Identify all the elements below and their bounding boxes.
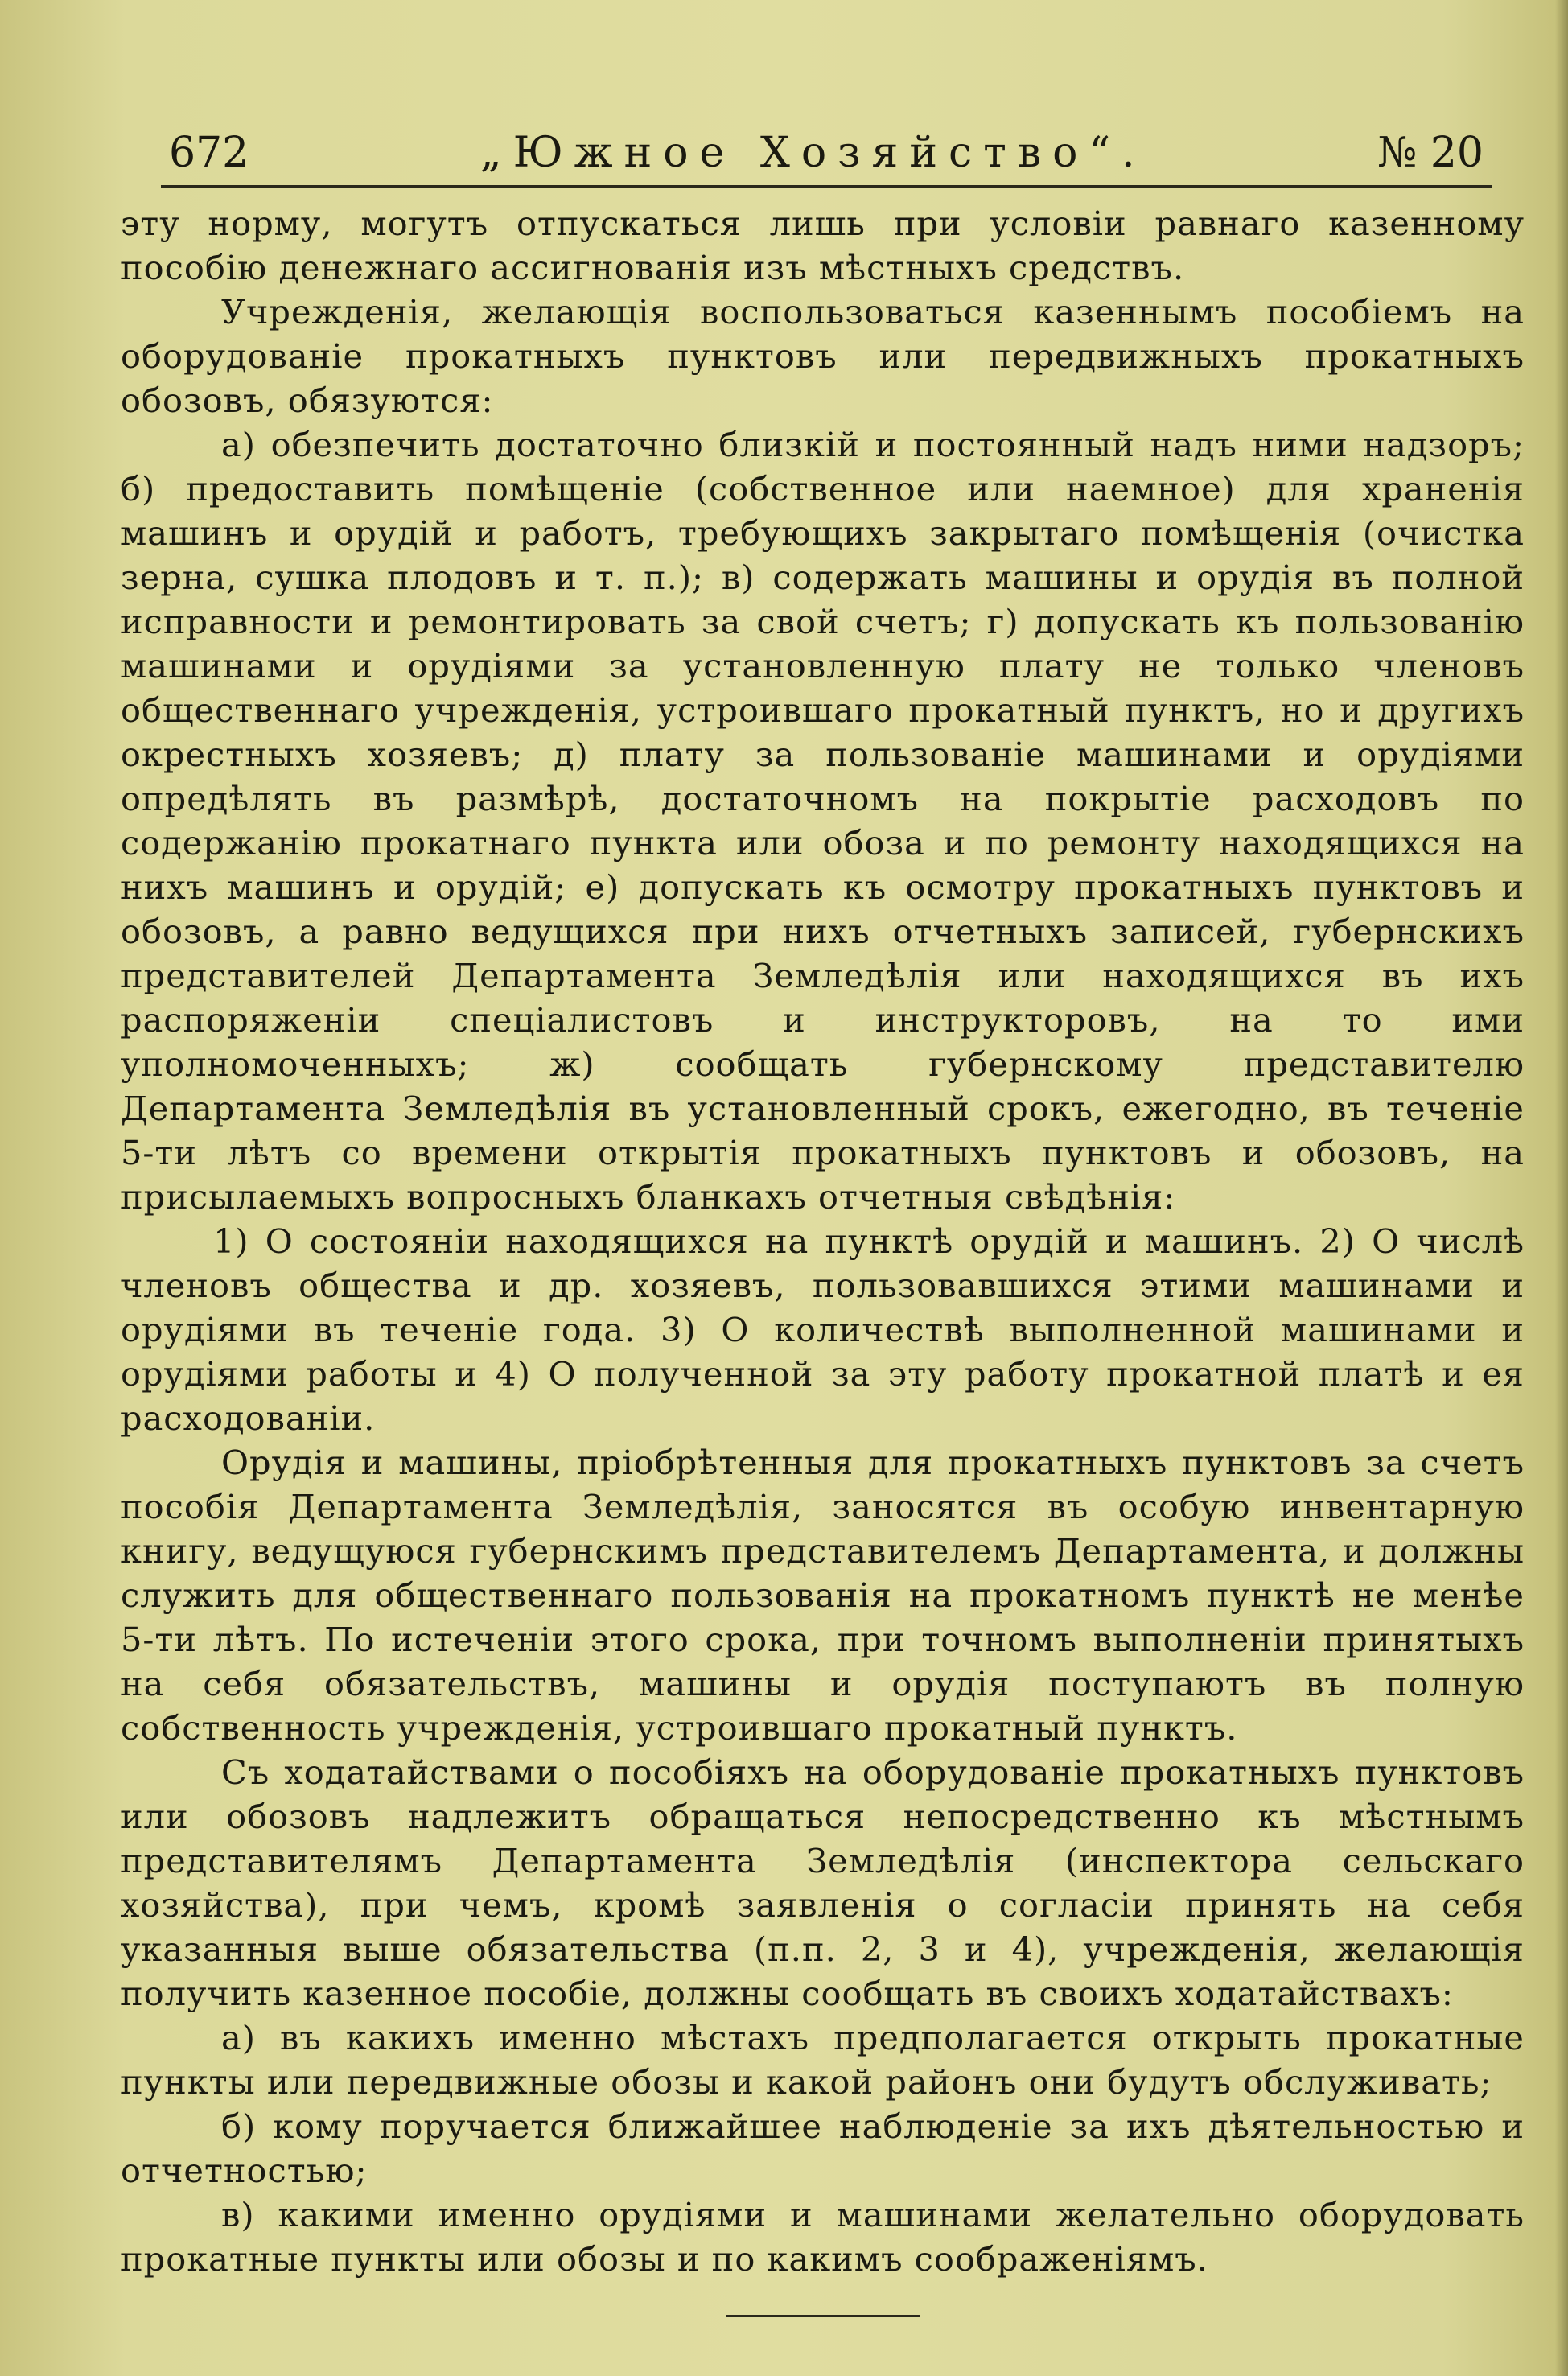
section-end-rule xyxy=(726,2315,920,2317)
paragraph: Орудія и машины, пріобрѣтенныя для прокатныхъ пунктовъ за счетъ пособія Департамента Земледѣлія, заносятся въ особую инвентарную книгу, ведущуюся губернскимъ представителемъ Департамента, и должны служить для общественнаго пользованія на прокатномъ пунктѣ не менѣе 5-ти лѣтъ. По истеченіи этого срока, при точномъ выполненіи принятыхъ на себя обязательствъ, машины и орудія поступаютъ въ полную собственность учрежденія, устроившаго прокатный пунктъ. xyxy=(121,1443,1525,1748)
journal-title: „Южное Хозяйство“. xyxy=(479,129,1146,177)
page-number: 672 xyxy=(169,129,249,177)
issue-number: № 20 xyxy=(1377,129,1484,177)
paragraph: Съ ходатайствами о пособіяхъ на оборудованіе прокатныхъ пунктовъ или обозовъ надлежитъ обращаться непосредственно къ мѣстнымъ представителямъ Департамента Земледѣлія (инспектора сельскаго хозяйства), при чемъ, кромѣ заявленія о согласіи принять на себя указанныя выше обязательства (п.п. 2, 3 и 4), учрежденія, желающія получить казенное пособіе, должны сообщать въ своихъ ходатайствахъ: xyxy=(121,1752,1525,2013)
list-item: б) кому поручается ближайшее наблюденіе за ихъ дѣятельностью и отчетностью; xyxy=(121,2106,1525,2190)
paragraph: Учрежденія, желающія воспользоваться казеннымъ пособіемъ на оборудованіе прокатныхъ пунктовъ или передвижныхъ прокатныхъ обозовъ, обязуются: xyxy=(121,292,1525,420)
page-edge-shadow xyxy=(1555,0,1568,2376)
list-item: в) какими именно орудіями и машинами желательно оборудовать прокатные пункты или обозы и по какимъ соображеніямъ. xyxy=(121,2195,1525,2279)
list-item: а) въ какихъ именно мѣстахъ предполагается открыть прокатные пункты или передвижные обозы и какой районъ они будутъ обслуживать; xyxy=(121,2018,1525,2102)
paragraph: эту норму, могутъ отпускаться лишь при условіи равнаго казенному пособію денежнаго ассигнованія изъ мѣстныхъ средствъ. xyxy=(121,204,1525,287)
running-header xyxy=(169,97,1484,177)
article-body xyxy=(121,201,1525,2317)
header-rule xyxy=(161,185,1492,188)
paragraph: а) обезпечить достаточно близкій и постоянный надъ ними надзоръ; б) предоставить помѣщеніе (собственное или наемное) для храненія машинъ и орудій и работъ, требующихъ закрытаго помѣщенія (очистка зерна, сушка плодовъ и т. п.); в) содержать машины и орудія въ полной исправности и ремонтировать за свой счетъ; г) допускать къ пользованію машинами и орудіями за установленную плату не только членовъ общественнаго учрежденія, устроившаго прокатный пунктъ, но и другихъ окрестныхъ хозяевъ; д) плату за пользованіе машинами и орудіями опредѣлять въ размѣрѣ, достаточномъ на покрытіе расходовъ по содержанію прокатнаго пункта или обоза и по ремонту находящихся на нихъ машинъ и орудій; е) допускать къ осмотру прокатныхъ пунктовъ и обозовъ, а равно ведущихся при нихъ отчетныхъ записей, губернскихъ представителей Департамента Земледѣлія или находящихся въ ихъ распоряженіи спеціалистовъ и инструкторовъ, на то ими уполномоченныхъ; ж) сообщать губернскому представителю Департамента Земледѣлія въ установленный срокъ, ежегодно, въ теченіе 5-ти лѣтъ со времени открытія прокатныхъ пунктовъ и обозовъ, на присылаемыхъ вопросныхъ бланкахъ отчетныя свѣдѣнія: xyxy=(121,425,1525,1217)
paragraph: 1) О состояніи находящихся на пунктѣ орудій и машинъ. 2) О числѣ членовъ общества и др. хозяевъ, пользовавшихся этими машинами и орудіями въ теченіе года. 3) О количествѣ выполненной машинами и орудіями работы и 4) О полученной за эту работу прокатной платѣ и ея расходованіи. xyxy=(121,1221,1525,1438)
